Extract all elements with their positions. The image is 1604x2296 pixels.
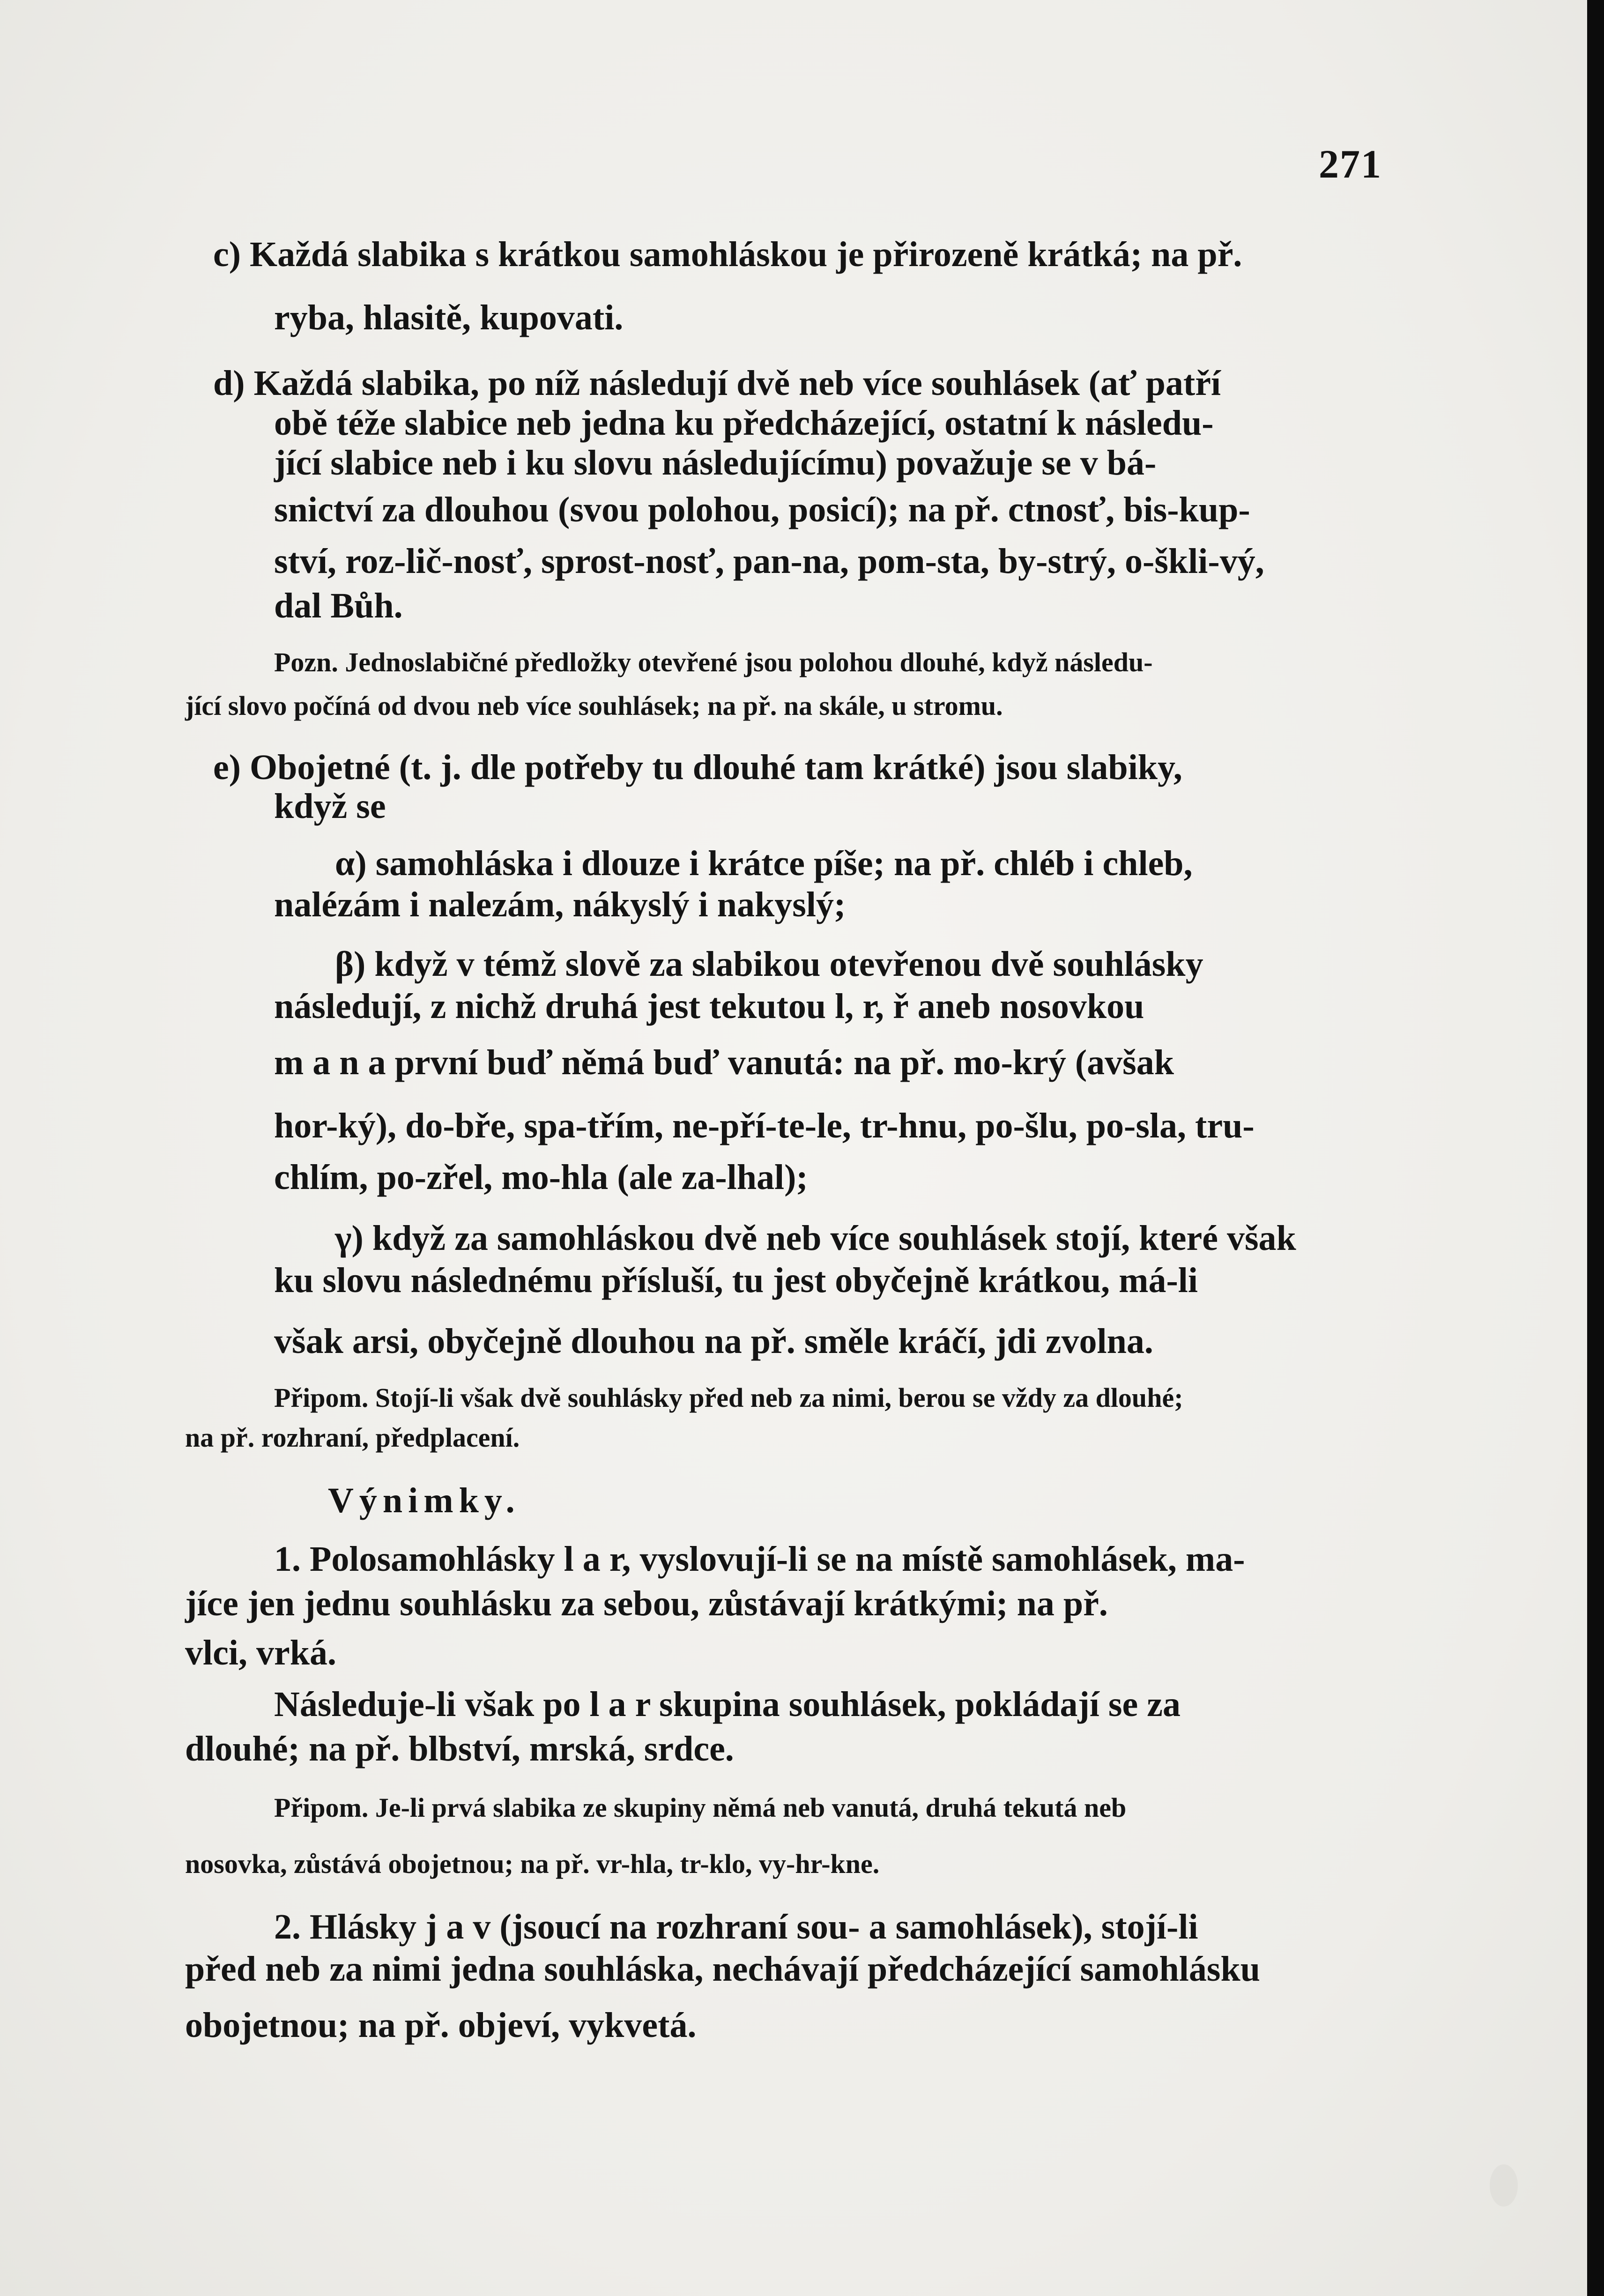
note-line: jící slovo počíná od dvou neb více souhlásek; na př. na skále, u stromu.	[185, 691, 1003, 721]
text-line: 2. Hlásky j a v (jsoucí na rozhraní sou- a samohlásek), stojí-li	[274, 1907, 1198, 1947]
text-line: d) Každá slabika, po níž následují dvě neb více souhlásek (ať patří	[213, 364, 1221, 403]
note-line: nosovka, zůstává obojetnou; na př. vr-hla, tr-klo, vy-hr-kne.	[185, 1849, 880, 1879]
text-line: chlím, po-zřel, mo-hla (ale za-lhal);	[274, 1158, 808, 1197]
text-line: před neb za nimi jedna souhláska, nechávají předcházející samohlásku	[185, 1949, 1260, 1989]
text-line: dlouhé; na př. blbství, mrská, srdce.	[185, 1729, 734, 1768]
text-line: e) Obojetné (t. j. dle potřeby tu dlouhé tam krátké) jsou slabiky,	[213, 748, 1182, 787]
text-line: vlci, vrká.	[185, 1633, 336, 1672]
text-line: 1. Polosamohlásky l a r, vyslovují-li se na místě samohlásek, ma-	[274, 1539, 1245, 1579]
text-line: následují, z nichž druhá jest tekutou l, r, ř aneb nosovkou	[274, 987, 1144, 1026]
text-line: však arsi, obyčejně dlouhou na př. směle kráčí, jdi zvolna.	[274, 1322, 1153, 1361]
text-line: obojetnou; na př. objeví, vykvetá.	[185, 2006, 697, 2045]
text-line: ství, roz-lič-nosť, sprost-nosť, pan-na, pom-sta, by-strý, o-škli-vý,	[274, 542, 1264, 581]
text-line: α) samohláska i dlouze i krátce píše; na př. chléb i chleb,	[335, 844, 1193, 883]
text-line: c) Každá slabika s krátkou samohláskou je přirozeně krátká; na př.	[213, 235, 1242, 274]
text-line: snictví za dlouhou (svou polohou, posicí); na př. ctnosť, bis-kup-	[274, 490, 1250, 529]
ink-smudge	[1490, 2164, 1518, 2207]
text-line: hor-ký), do-bře, spa-třím, ne-pří-te-le, tr-hnu, po-šlu, po-sla, tru-	[274, 1106, 1255, 1145]
section-heading: Výnimky.	[328, 1481, 520, 1520]
scan-border	[1587, 0, 1604, 2296]
text-line: když se	[274, 787, 386, 826]
text-line: Následuje-li však po l a r skupina souhlásek, pokládají se za	[274, 1685, 1181, 1724]
note-line: Připom. Stojí-li však dvě souhlásky před neb za nimi, berou se vždy za dlouhé;	[274, 1382, 1183, 1413]
page-number: 271	[1319, 141, 1382, 186]
note-line: Pozn. Jednoslabičné předložky otevřené jsou polohou dlouhé, když následu-	[274, 647, 1153, 677]
text-line: dal Bůh.	[274, 586, 403, 625]
text-line: obě téže slabice neb jedna ku předcházející, ostatní k následu-	[274, 403, 1214, 443]
text-line: jíce jen jednu souhlásku za sebou, zůstávají krátkými; na př.	[185, 1584, 1108, 1623]
text-line: nalézám i nalezám, nákyslý i nakyslý;	[274, 885, 846, 924]
text-line: γ) když za samohláskou dvě neb více souhlásek stojí, které však	[335, 1219, 1296, 1258]
text-line: m a n a první buď němá buď vanutá: na př. mo-krý (avšak	[274, 1043, 1174, 1082]
note-line: na př. rozhraní, předplacení.	[185, 1422, 520, 1453]
note-line: Připom. Je-li prvá slabika ze skupiny němá neb vanutá, druhá tekutá neb	[274, 1792, 1127, 1823]
text-line: jící slabice neb i ku slovu následujícímu) považuje se v bá-	[274, 443, 1157, 483]
text-line: β) když v témž slově za slabikou otevřenou dvě souhlásky	[335, 944, 1203, 984]
text-line: ku slovu následnému přísluší, tu jest obyčejně krátkou, má-li	[274, 1261, 1198, 1300]
text-line: ryba, hlasitě, kupovati.	[274, 298, 624, 337]
